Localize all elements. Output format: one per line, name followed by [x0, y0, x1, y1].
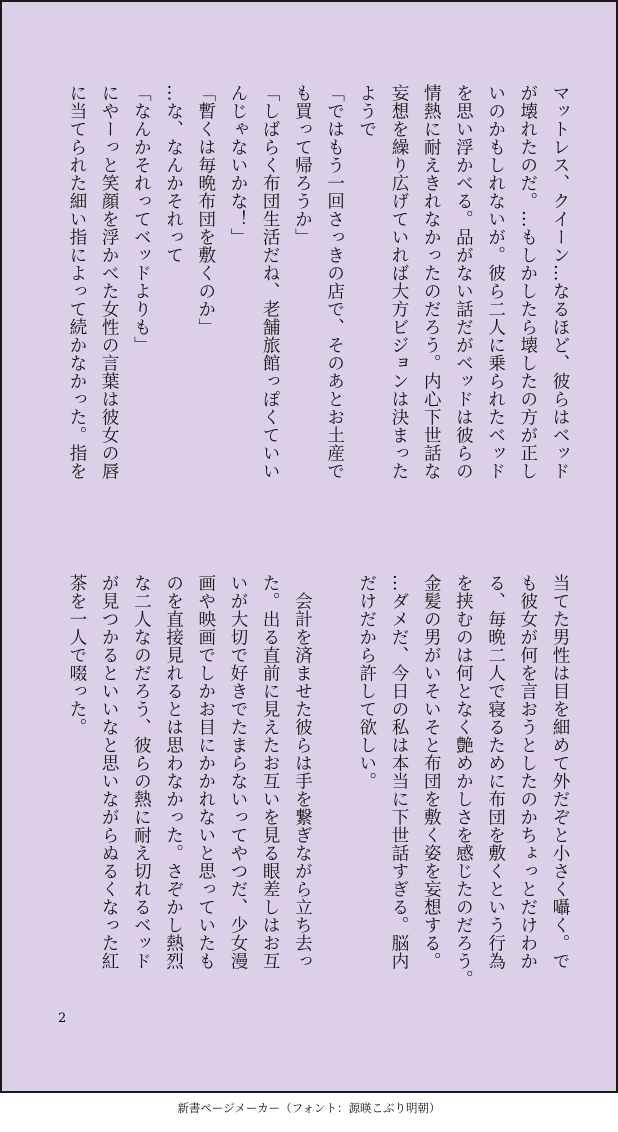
text-line: 「ではもう一回さっきの店で、そのあとお土産で	[324, 84, 345, 480]
text-line: 妄想を繰り広げていれば大方ビジョンは決まった	[388, 84, 409, 480]
text-line: 情熱に耐えきれなかったのだろう。内心下世話な	[421, 84, 442, 480]
text-line: に当てられた細い指によって続かなかった。指を	[66, 84, 87, 480]
text-line: る、毎晩二人で寝るために布団を敷くという行為	[485, 574, 506, 970]
text-line: …な、なんかそれって	[163, 84, 184, 264]
text-block-bottom	[61, 574, 576, 1014]
text-line: いのかもしれないが。彼ら二人に乗られたベッド	[485, 84, 506, 480]
text-line: のを直接見れるとは思わなかった。さぞかし熱烈	[163, 574, 184, 970]
text-line: も彼女が何を言おうとしたのかちょっとだけわか	[517, 574, 538, 970]
text-line: 当てた男性は目を細めて外だぞと小さく囁く。で	[550, 574, 570, 970]
footer-credit: 新書ページメーカー（フォント：源暎こぶり明朝）	[177, 1101, 441, 1115]
text-line: 「しばらく布団生活だね、老舗旅館っぽくていい	[260, 84, 281, 480]
text-line: を挟むのは何となく艶めかしさを感じたのだろう。	[453, 574, 474, 988]
text-line: 「暫くは毎晩布団を敷くのか」	[195, 84, 216, 336]
text-line: マットレス、クイーン…なるほど、彼らはベッド	[550, 84, 570, 480]
text-line: にやーっと笑顔を浮かべた女性の言葉は彼女の唇	[99, 84, 120, 480]
text-line: が壊れたのだ。…もしかしたら壊したの方が正し	[517, 84, 538, 480]
text-line: を思い浮かべる。品がない話だがベッドは彼らの	[453, 84, 474, 480]
text-line: も買って帰ろうか」	[292, 84, 313, 246]
text-line: 茶を一人で啜った。	[66, 574, 87, 736]
text-line: だけだから許して欲しい。	[356, 574, 377, 790]
text-line: な二人なのだろう、彼らの熱に耐え切れるベッド	[131, 574, 152, 970]
text-line: が見つかるといいなと思いながらぬるくなった紅	[99, 574, 120, 970]
text-line: いが大切で好きでたまらないってやつだ、少女漫	[227, 574, 248, 970]
text-block-top	[61, 84, 576, 524]
text-line: 画や映画でしかお目にかかれないと思っていたも	[195, 574, 216, 970]
text-line: 会計を済ませた彼らは手を繋ぎながら立ち去っ	[292, 574, 313, 970]
text-line: た。出る直前に見えたお互いを見る眼差しはお互	[260, 574, 281, 970]
text-line: 金髪の男がいそいそと布団を敷く姿を妄想する。	[421, 574, 442, 970]
text-line: 「なんかそれってベッドよりも」	[131, 84, 152, 354]
text-line: ようで	[356, 84, 377, 138]
text-line	[318, 574, 350, 1014]
page-number: 2	[58, 1011, 67, 1026]
text-line: んじゃないかな！」	[227, 84, 248, 246]
text-line: …ダメだ、今日の私は本当に下世話すぎる。脳内	[388, 574, 409, 970]
